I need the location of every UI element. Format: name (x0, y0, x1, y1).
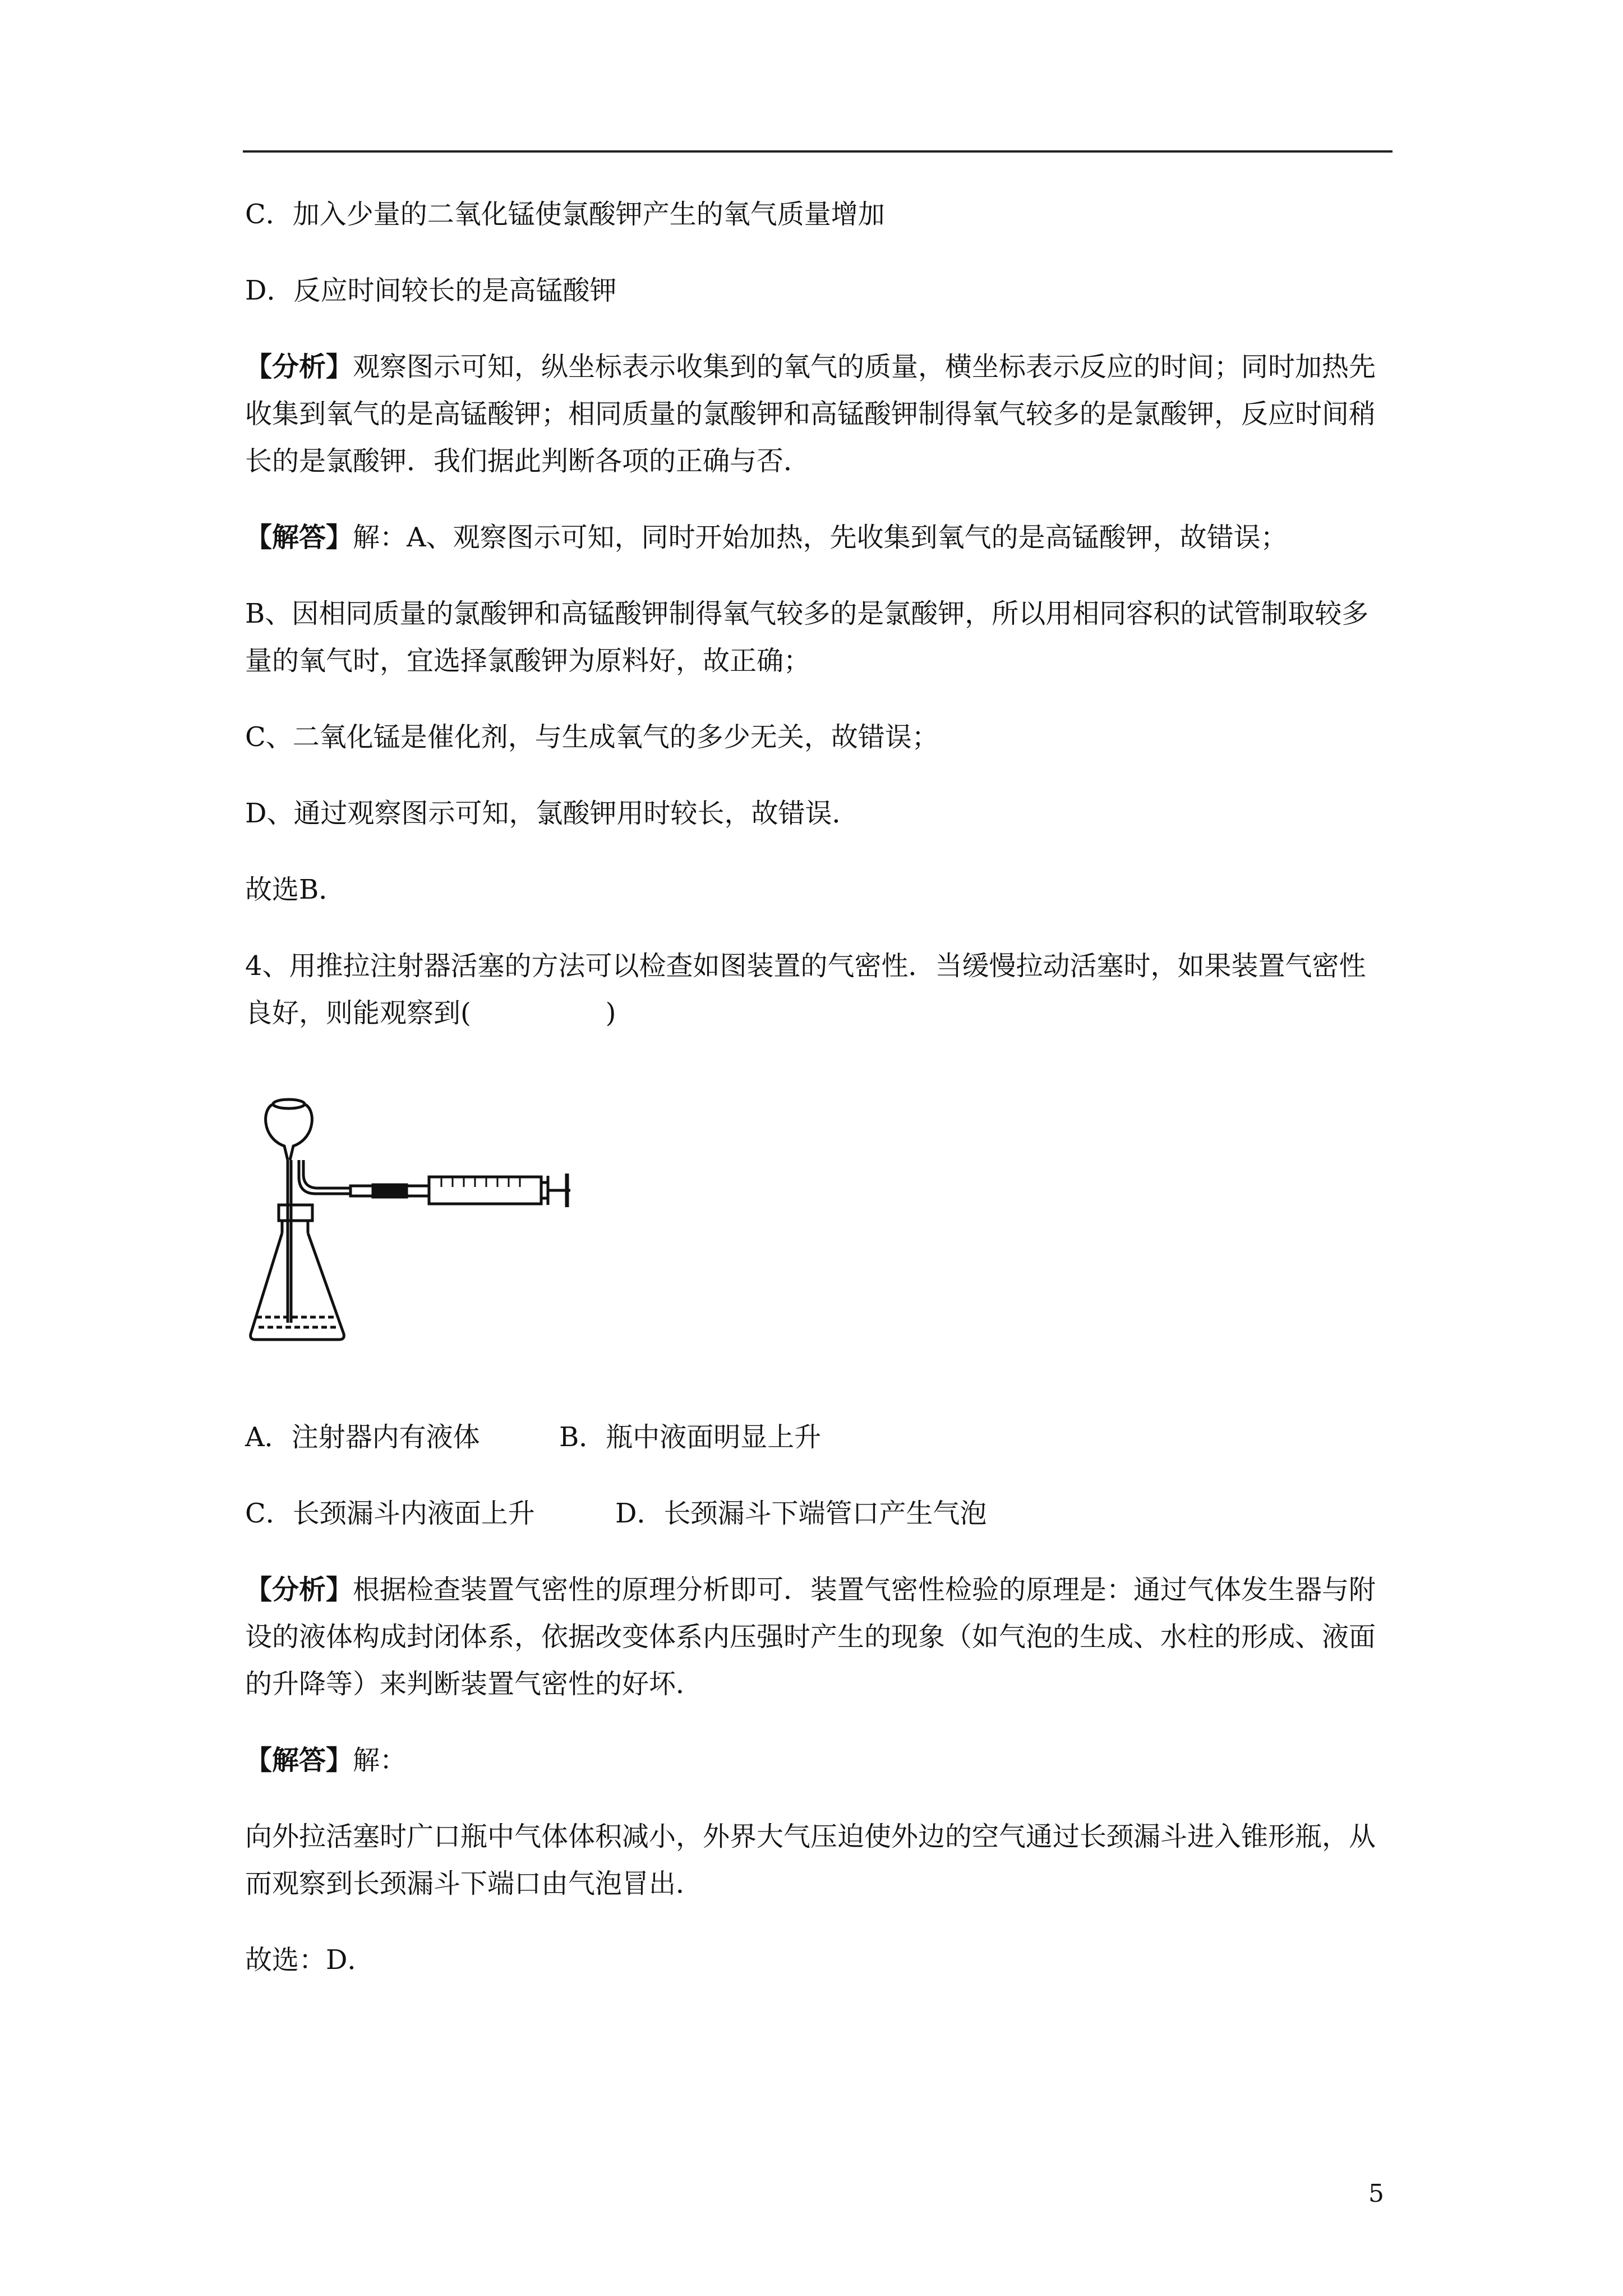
analysis-text: 观察图示可知，纵坐标表示收集到的氧气的质量，横坐标表示反应的时间；同时加热先收集到氧气的是高锰酸钾；相同质量的氯酸钾和高锰酸钾制得氧气较多的是氯酸钾，反应时间稍长的是氯酸钾．我们据此判断各项的正确与否． (245, 351, 1376, 477)
options-cd (245, 1490, 1393, 1537)
page-number: 5 (1368, 2179, 1384, 2208)
option-b: B．瓶中液面明显上升 (559, 1421, 822, 1453)
question-4: 4、用推拉注射器活塞的方法可以检查如图装置的气密性．当缓慢拉动活塞时，如果装置气密性良好，则能观察到( ) (245, 950, 1366, 1029)
answer-1 (245, 514, 1393, 561)
answer-1-c: C、二氧化锰是催化剂，与生成氧气的多少无关，故错误； (245, 721, 939, 753)
answer-text: 解： (353, 1745, 407, 1776)
analysis-tag: 【分析】 (245, 351, 353, 383)
answer-1-b: B、因相同质量的氯酸钾和高锰酸钾制得氧气较多的是氯酸钾，所以用相同容积的试管制取较多量的氧气时，宜选择氯酸钾为原料好，故正确； (245, 598, 1369, 677)
answer-2-body: 向外拉活塞时广口瓶中气体体积减小，外界大气压迫使外边的空气通过长颈漏斗进入锥形瓶，从而观察到长颈漏斗下端口由气泡冒出． (245, 1821, 1376, 1899)
q3-option-d: D．反应时间较长的是高锰酸钾 (245, 275, 617, 306)
analysis-1 (245, 343, 1393, 485)
choice-1: 故选B． (245, 874, 346, 905)
option-c: C．长颈漏斗内液面上升 (245, 1498, 535, 1529)
analysis-2 (245, 1566, 1393, 1708)
choice-2: 故选：D． (245, 1944, 375, 1976)
option-d: D．长颈漏斗下端管口产生气泡 (615, 1498, 987, 1529)
option-a: A．注射器内有液体 (245, 1421, 480, 1453)
apparatus-diagram (245, 1093, 1393, 1384)
answer-tag: 【解答】 (245, 1745, 353, 1776)
q3-option-c: C．加入少量的二氧化锰使氯酸钾产生的氧气质量增加 (245, 199, 885, 230)
answer-text: 解：A、观察图示可知，同时开始加热，先收集到氧气的是高锰酸钾，故错误； (353, 522, 1288, 553)
options-ab (245, 1414, 1393, 1461)
answer-1-d: D、通过观察图示可知，氯酸钾用时较长，故错误． (245, 798, 859, 829)
header-rule (243, 150, 1393, 153)
answer-tag: 【解答】 (245, 522, 353, 553)
analysis-tag: 【分析】 (245, 1574, 353, 1605)
page-body (245, 191, 1393, 1984)
answer-2 (245, 1737, 1393, 1784)
flask-syringe-figure (245, 1093, 570, 1373)
analysis-text: 根据检查装置气密性的原理分析即可．装置气密性检验的原理是：通过气体发生器与附设的液体构成封闭体系，依据改变体系内压强时产生的现象（如气泡的生成、水柱的形成、液面的升降等）来判断装置气密性的好坏． (245, 1574, 1376, 1700)
